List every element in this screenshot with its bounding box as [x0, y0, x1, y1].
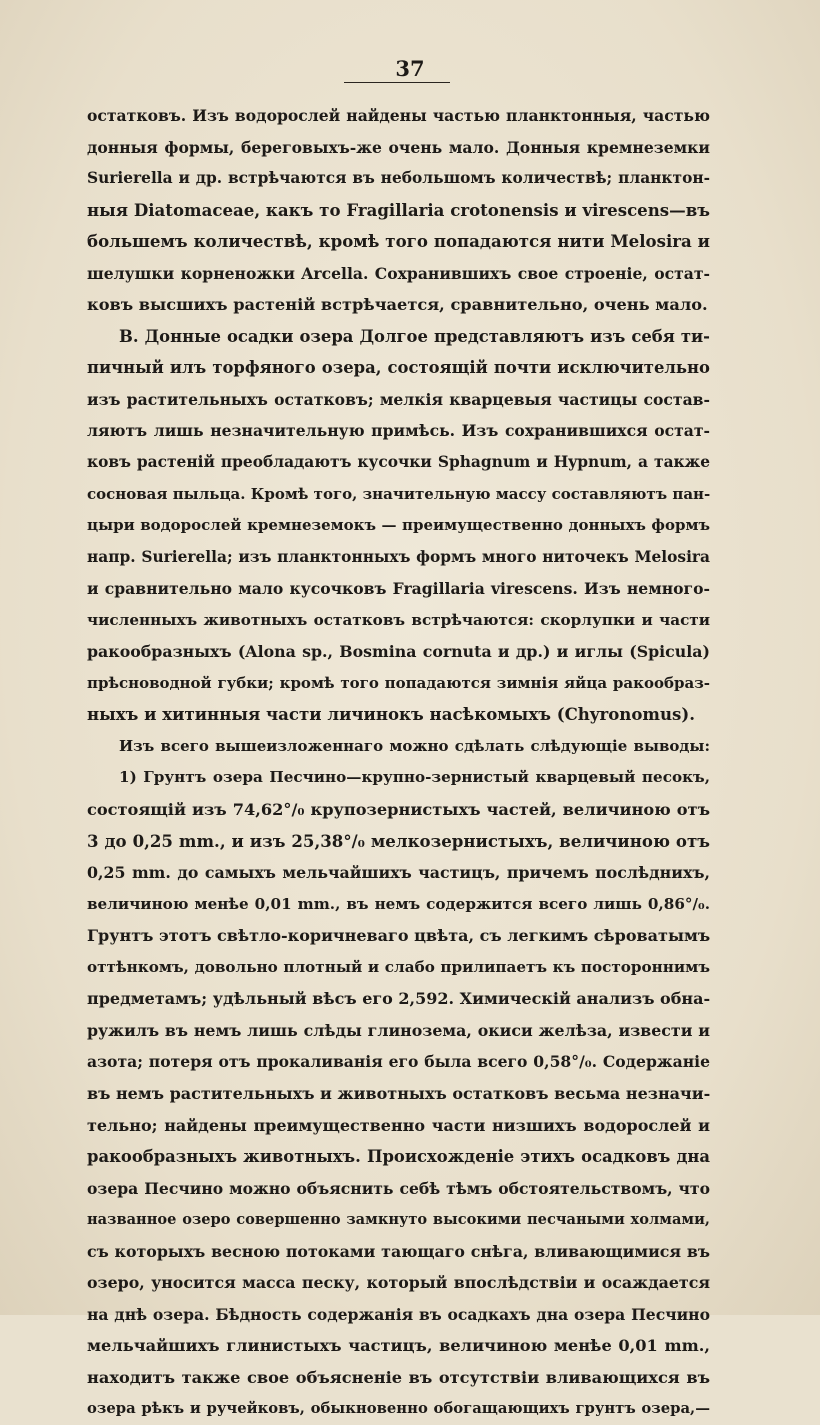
- text-line: на днѣ озера. Бѣдность содержанія въ осадкахъ дна озера Песчино: [87, 1304, 710, 1324]
- text-line: предметамъ; удѣльный вѣсъ его 2,592. Химическій анализъ обна-: [87, 989, 710, 1009]
- text-line: 1) Грунтъ озера Песчино—крупно-зернистый кварцевый песокъ,: [119, 768, 710, 787]
- text-line: изъ растительныхъ остатковъ; мелкія кварцевыя частицы состав-: [87, 389, 710, 409]
- text-line: озеро, уносится масса песку, который впослѣдствіи и осаждается: [87, 1273, 710, 1293]
- text-line: пичный илъ торфяного озера, состоящій почти исключительно: [87, 358, 710, 378]
- text-line: Surierella и др. встрѣчаются въ небольшомъ количествѣ; планктон-: [87, 169, 710, 188]
- text-line: величиною менѣе 0,01 mm., въ немъ содержится всего лишь 0,86°/₀.: [87, 894, 710, 913]
- text-line: азота; потеря отъ прокаливанія его была всего 0,58°/₀. Содержаніе: [87, 1052, 710, 1072]
- text-line: состоящій изъ 74,62°/₀ крупозернистыхъ частей, величиною отъ: [87, 800, 710, 820]
- text-line: оттѣнкомъ, довольно плотный и слабо прилипаетъ къ постороннимъ: [87, 957, 710, 976]
- text-line: озера Песчино можно объяснить себѣ тѣмъ обстоятельствомъ, что: [87, 1178, 710, 1198]
- text-line: ракообразныхъ (Alona sp., Bosmina cornuta и др.) и иглы (Spicula): [87, 642, 710, 662]
- text-line: ракообразныхъ животныхъ. Происхожденіе этихъ осадковъ дна: [87, 1147, 710, 1167]
- text-line: и сравнительно мало кусочковъ Fragillaria virescens. Изъ немного-: [87, 579, 710, 599]
- text-line: ныя Diatomaceae, какъ то Fragillaria crotonensis и virescens—въ: [87, 199, 710, 220]
- text-line: прѣсноводной губки; кромѣ того попадаются зимнія яйца ракообраз-: [87, 673, 710, 692]
- text-line: съ которыхъ весною потоками тающаго снѣга, вливающимися въ: [87, 1241, 710, 1261]
- text-line: донныя формы, береговыхъ-же очень мало. Донныя кремнеземки: [87, 137, 710, 157]
- text-line: ковъ высшихъ растеній встрѣчается, сравнительно, очень мало.: [87, 295, 708, 315]
- text-line: въ немъ растительныхъ и животныхъ остатковъ весьма незначи-: [87, 1083, 710, 1103]
- header-rule: [344, 82, 450, 83]
- text-line: ляютъ лишь незначительную примѣсь. Изъ сохранившихся остат-: [87, 421, 710, 441]
- text-line: численныхъ животныхъ остатковъ встрѣчаются: скорлупки и части: [87, 610, 710, 629]
- text-line: ныхъ и хитинныя части личинокъ насѣкомыхъ (Chyronomus).: [87, 704, 696, 725]
- text-line: 0,25 mm. до самыхъ мельчайшихъ частицъ, причемъ послѣднихъ,: [87, 863, 710, 883]
- text-line: находитъ также свое объясненіе въ отсутствіи вливающихся въ: [87, 1367, 710, 1387]
- text-line: напр. Surierella; изъ планктонныхъ формъ много ниточекъ Melosira: [87, 547, 710, 566]
- text-line: шелушки корненожки Arcella. Сохранившихъ свое строеніе, остат-: [87, 263, 710, 283]
- text-line: озера рѣкъ и ручейковъ, обыкновенно обогащающихъ грунтъ озера,—: [87, 1400, 710, 1418]
- text-line: мельчайшихъ глинистыхъ частицъ, величиною менѣе 0,01 mm.,: [87, 1336, 710, 1356]
- page-number: 37: [395, 56, 425, 81]
- text-line: Изъ всего вышеизложеннаго можно сдѣлать слѣдующіе выводы:: [119, 736, 710, 755]
- text-line: Грунтъ этотъ свѣтло-коричневаго цвѣта, съ легкимъ сѣроватымъ: [87, 926, 710, 946]
- body-text: [87, 100, 710, 1425]
- text-line: большемъ количествѣ, кромѣ того попадаются нити Melosira и: [87, 231, 710, 252]
- text-line: цыри водорослей кремнеземокъ — преимущественно донныхъ формъ: [87, 516, 710, 535]
- text-line: В. Донные осадки озера Долгое представляютъ изъ себя ти-: [119, 326, 710, 346]
- text-line: ковъ растеній преобладаютъ кусочки Sphagnum и Hypnum, а также: [87, 453, 710, 472]
- text-line: остатковъ. Изъ водорослей найдены частью планктонныя, частью: [87, 106, 710, 125]
- text-line: 3 до 0,25 mm., и изъ 25,38°/₀ мелкозернистыхъ, величиною отъ: [87, 830, 710, 851]
- text-line: сосновая пыльца. Кромѣ того, значительную массу составляютъ пан-: [87, 484, 710, 503]
- text-line: ружилъ въ немъ лишь слѣды глинозема, окиси желѣза, извести и: [87, 1020, 710, 1040]
- text-line: тельно; найдены преимущественно части низшихъ водорослей и: [87, 1115, 710, 1135]
- text-line: названное озеро совершенно замкнуто высокими песчаными холмами,: [87, 1211, 710, 1229]
